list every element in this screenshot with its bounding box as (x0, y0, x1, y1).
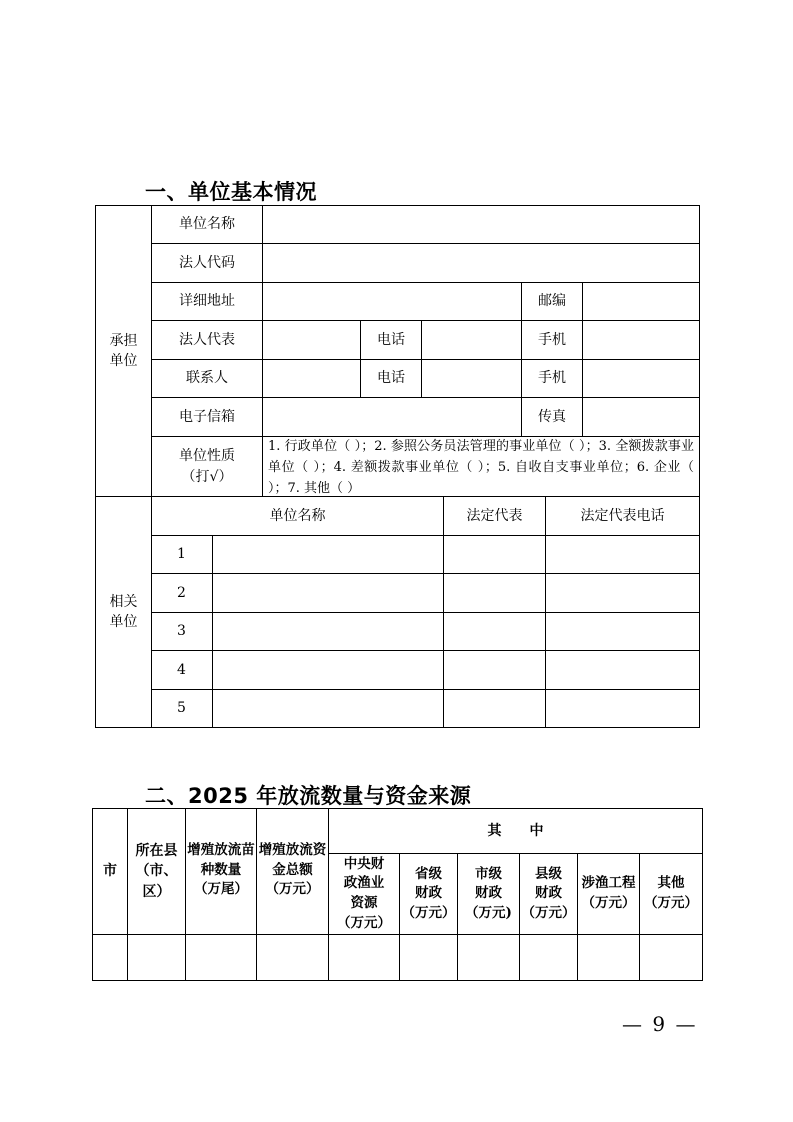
legal-rep-field[interactable] (263, 321, 360, 359)
phone-field[interactable] (422, 321, 521, 359)
legal-code-label: 法人代码 (179, 254, 235, 271)
header-fishery-engineering: 涉渔工程 （万元） (581, 875, 636, 911)
contact-mobile-label: 手机 (538, 370, 566, 387)
related-row-number: 1 (177, 546, 186, 563)
header-city: 市 (103, 863, 117, 880)
nature-label: 单位性质 （打√） (179, 448, 235, 485)
mobile-field[interactable] (583, 321, 699, 359)
address-field[interactable] (263, 283, 521, 320)
section1-title: 一、单位基本情况 (145, 180, 317, 204)
related-header-unit-name: 单位名称 (269, 507, 326, 524)
contact-field[interactable] (263, 360, 360, 397)
unit-name-label: 单位名称 (179, 216, 235, 233)
fax-field[interactable] (583, 398, 699, 436)
nature-options[interactable]: 1. 行政单位（ ）；2. 参照公务员法管理的事业单位（ ）；3. 全额拨款事业单位（ ）；4. 差额拨款事业单位（ ）；5. 自收自支事业单位；6. 企业（ ）；7. 其他（ ） (268, 439, 694, 496)
related-row-number: 2 (177, 584, 186, 601)
header-seed-quantity: 增殖放流苗 种数量 （万尾） (187, 842, 255, 898)
header-provincial-finance: 省级 财政 （万元） (401, 865, 456, 921)
legal-code-field[interactable] (263, 244, 699, 282)
header-other: 其他 （万元） (644, 875, 698, 911)
undertaking-unit-label: 承担 单位 (109, 332, 138, 369)
related-unit-label: 相关 单位 (109, 593, 138, 630)
email-field[interactable] (263, 398, 521, 436)
related-header-legal-rep: 法定代表 (466, 507, 523, 524)
address-label: 详细地址 (179, 293, 235, 310)
postcode-label: 邮编 (538, 293, 566, 310)
contact-label: 联系人 (186, 370, 228, 387)
contact-phone-field[interactable] (422, 360, 521, 397)
header-central-finance: 中央财 政渔业 资源 （万元） (337, 855, 391, 931)
phone-label: 电话 (377, 331, 405, 348)
page-number: — 9 — (622, 1012, 698, 1036)
contact-phone-label: 电话 (377, 370, 405, 387)
email-label: 电子信箱 (179, 408, 235, 425)
fax-label: 传真 (538, 408, 566, 425)
header-among: 其 中 (487, 822, 544, 839)
header-municipal-finance: 市级 财政 （万元) (465, 865, 512, 921)
section2-title: 二、2025 年放流数量与资金来源 (145, 784, 472, 808)
contact-mobile-field[interactable] (583, 360, 699, 397)
unit-name-field[interactable] (263, 206, 699, 243)
header-fund-total: 增殖放流资 金总额 （万元） (258, 842, 327, 898)
related-row-number: 3 (177, 623, 186, 640)
related-row-number: 5 (177, 700, 186, 717)
header-county-finance: 县级 财政 （万元） (521, 865, 576, 921)
legal-rep-label: 法人代表 (179, 331, 235, 348)
data-row[interactable] (93, 935, 702, 980)
mobile-label: 手机 (538, 331, 566, 348)
related-row-number: 4 (177, 661, 186, 678)
related-header-legal-rep-phone: 法定代表电话 (580, 507, 665, 524)
header-county: 所在县 （市、区） (135, 843, 178, 900)
postcode-field[interactable] (583, 283, 699, 320)
